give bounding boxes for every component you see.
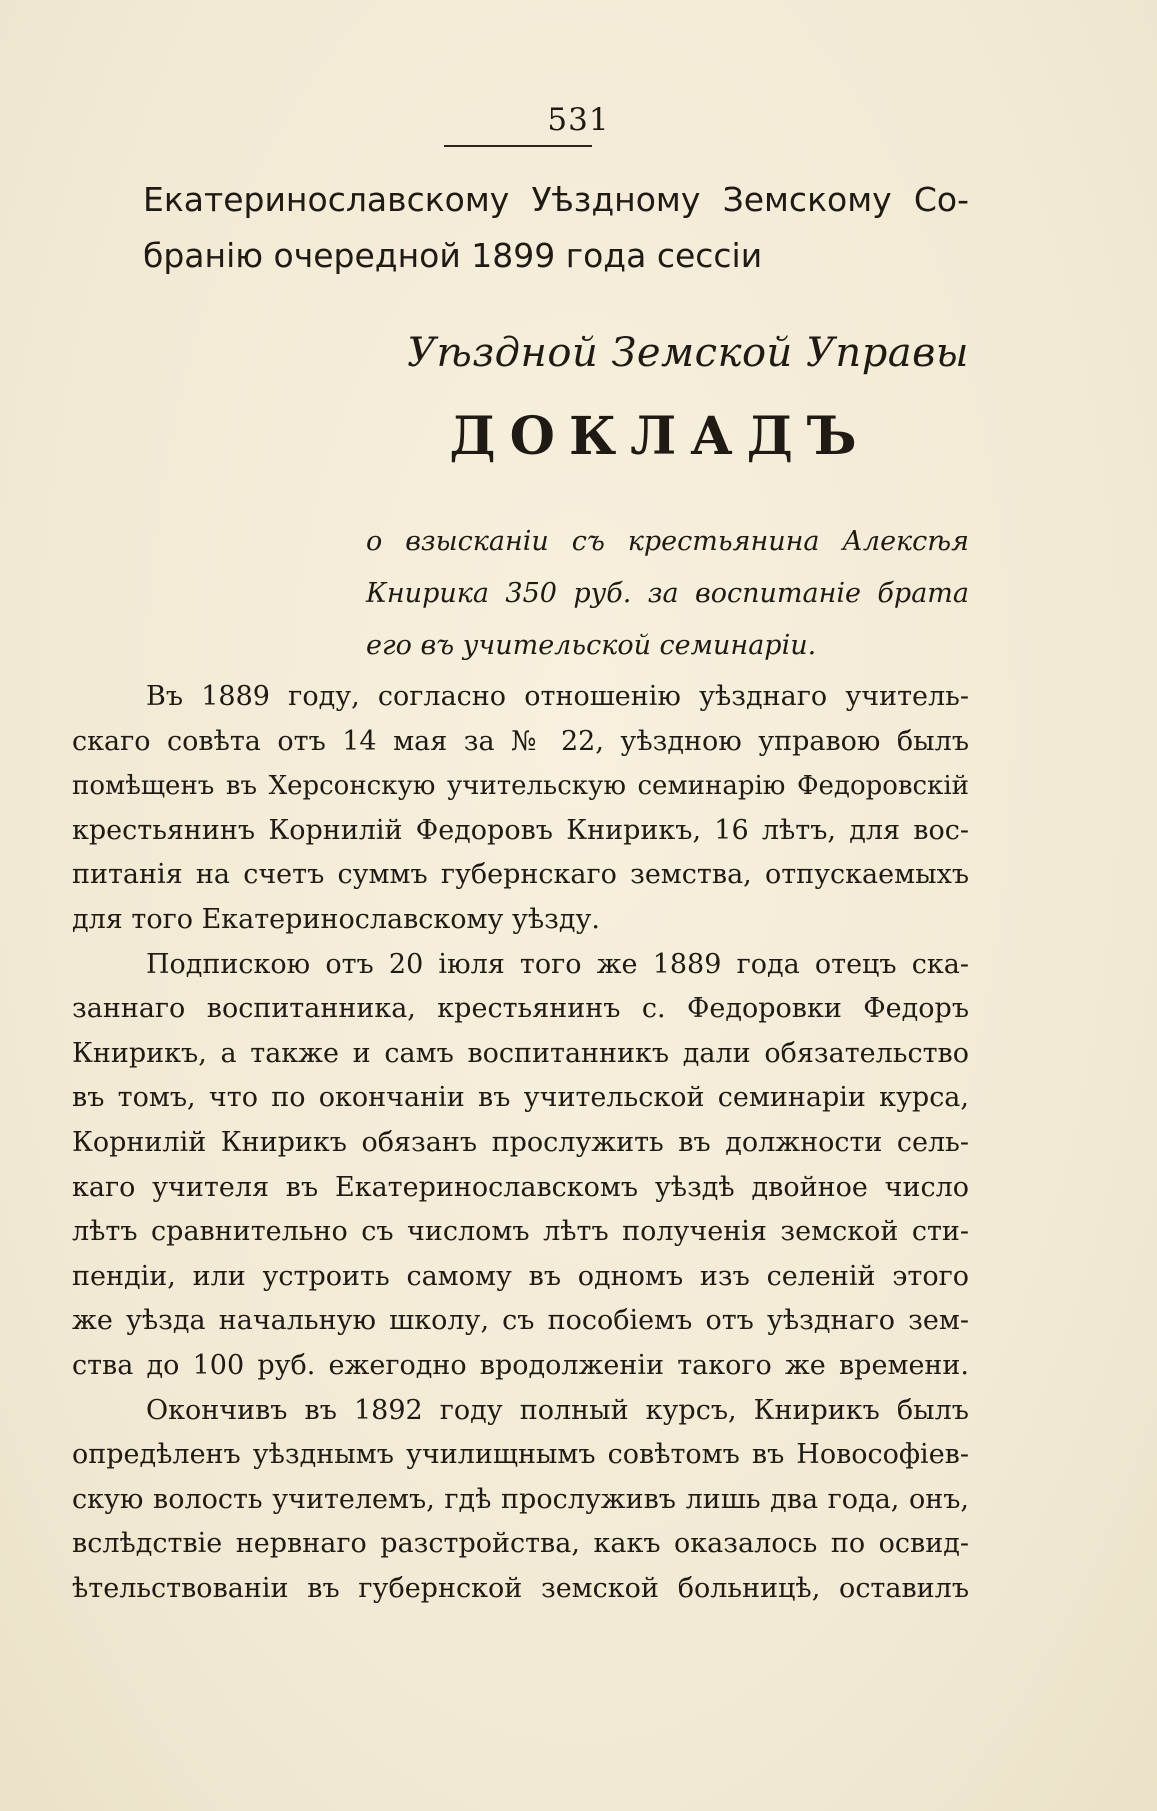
body-line: лѣтъ сравнительно съ числомъ лѣтъ полученія земской сти- (72, 1216, 969, 1248)
body-line: Въ 1889 году, согласно отношенію уѣзднаго учитель- (146, 681, 969, 712)
body-line: въ томъ, что по окончаніи въ учительской семинаріи курса, (72, 1082, 969, 1114)
body-line: ства до 100 руб. ежегодно вродолженіи такого же времени. (72, 1349, 969, 1381)
body-line: вслѣдствіе нервнаго разстройства, какъ оказалось по освид- (72, 1528, 969, 1560)
body-line: Окончивъ въ 1892 году полный курсъ, Книрикъ былъ (146, 1394, 969, 1426)
body-line: ѣтельствованіи въ губернской земской больницѣ, оставилъ (72, 1572, 969, 1604)
body-line: Корнилій Книрикъ обязанъ прослужить въ должности сель- (72, 1126, 969, 1158)
page-number-rule (444, 145, 592, 147)
body-line: опредѣленъ уѣзднымъ училищнымъ совѣтомъ въ Новософіев- (72, 1439, 969, 1471)
body-line: Подпискою отъ 20 іюля того же 1889 года отецъ ска- (146, 948, 969, 980)
addressee-heading (143, 172, 969, 284)
issuer-heading: Уѣздной Земской Управы (407, 330, 969, 376)
body-line: скую волость учителемъ, гдѣ прослуживъ лишь два года, онъ, (72, 1483, 969, 1515)
addressee-line-2: бранію очередной 1899 года сессіи (143, 236, 763, 275)
subject-line-1: о взысканіи съ крестьянина Алексѣя (366, 526, 969, 557)
body-line: Книрикъ, а также и самъ воспитанникъ дали обязательство (72, 1037, 969, 1069)
body-line: заннаго воспитанника, крестьянинъ с. Федоровки Федоръ (72, 993, 969, 1025)
body-line: скаго совѣта отъ 14 мая за № 22, уѣздною управою былъ (72, 725, 969, 757)
body-line: же уѣзда начальную школу, съ пособіемъ отъ уѣзднаго зем- (72, 1305, 969, 1337)
body-line: питанія на счетъ суммъ губернскаго земства, отпускаемыхъ (72, 859, 969, 891)
addressee-line-1: Екатеринославскому Уѣздному Земскому Со- (143, 180, 969, 219)
subject-line-3: его въ учительской семинаріи. (366, 630, 817, 661)
body-line: пендіи, или устроить самому въ одномъ изъ селеній этого (72, 1260, 969, 1292)
body-line: для того Екатеринославскому уѣзду. (72, 903, 600, 935)
body-line: каго учителя въ Екатеринославскомъ уѣздѣ двойное число (72, 1171, 969, 1203)
body-text (72, 675, 969, 1611)
body-line: крестьянинъ Корнилій Федоровъ Книрикъ, 16 лѣтъ, для вос- (72, 814, 969, 846)
page-number: 531 (547, 102, 610, 138)
document-title: ДОКЛАДЪ (449, 406, 871, 467)
subject-line-2: Книрика 350 руб. за воспитаніе брата (366, 578, 969, 609)
body-line: помѣщенъ въ Херсонскую учительскую семинарію Федоровскій (72, 771, 969, 802)
report-subject (366, 516, 969, 672)
